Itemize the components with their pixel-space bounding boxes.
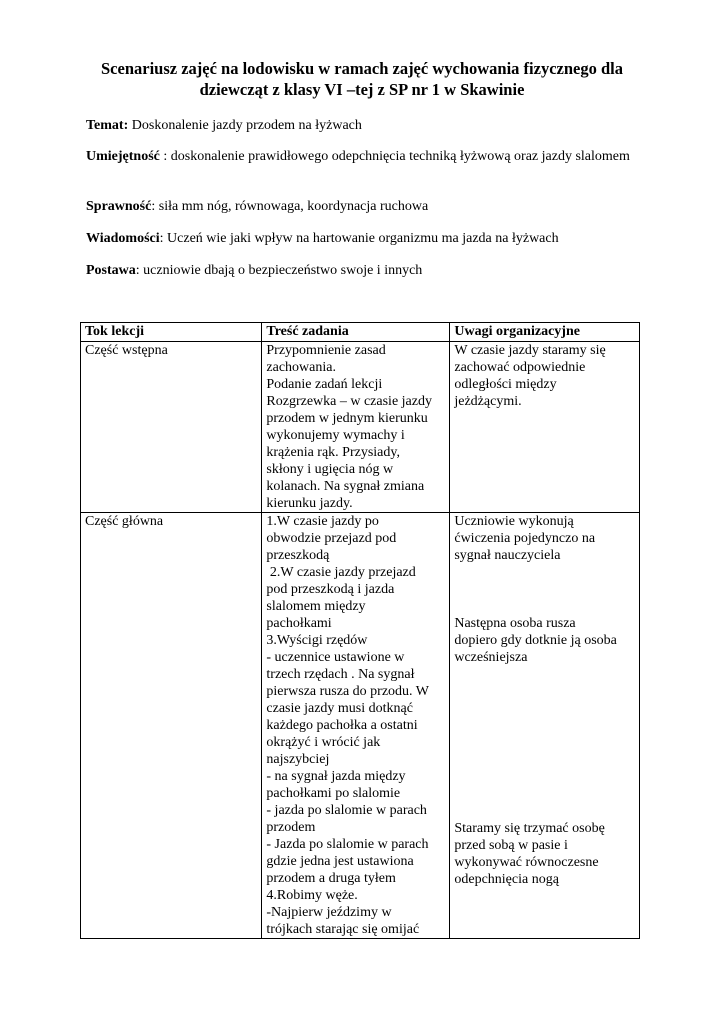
note-line: W czasie jazdy staramy się (454, 343, 606, 358)
content-line: wykonujemy wymachy i (266, 428, 405, 443)
title-line-2: dziewcząt z klasy VI –tej z SP nr 1 w Skawinie (199, 80, 525, 99)
note-line: odepchnięcia nogą (454, 872, 559, 887)
field-wiadomosci (86, 229, 646, 248)
field-sprawnosc (86, 197, 646, 216)
field-temat (86, 116, 646, 135)
note-line: wykonywać równoczesne (454, 855, 599, 870)
note-line: wcześniejsza (454, 650, 528, 665)
content-line: 1.W czasie jazdy po (266, 514, 379, 529)
note-line: przed sobą w pasie i (454, 838, 568, 853)
content-line: - Jazda po slalomie w parach (266, 837, 429, 852)
content-line: -Najpierw jeździmy w (266, 905, 392, 920)
note-block-1 (454, 513, 635, 564)
content-line: 2.W czasie jazdy przejazd (266, 565, 416, 580)
content-line: Podanie zadań lekcji (266, 377, 383, 392)
content-line: przodem a druga tyłem (266, 871, 396, 886)
note-line: ćwiczenia pojedynczo na (454, 531, 596, 546)
field-postawa-value: : uczniowie dbają o bezpieczeństwo swoje i innych (135, 263, 423, 278)
content-line: kolanach. Na sygnał zmiana (266, 479, 425, 494)
field-postawa-label: Postawa (86, 263, 136, 278)
stage-cell: Część wstępna (81, 342, 262, 513)
content-line: przodem w jednym kierunku (266, 411, 428, 426)
note-line: odległości między (454, 377, 557, 392)
header-tok-lekcji: Tok lekcji (81, 323, 262, 342)
header-uwagi-organizacyjne: Uwagi organizacyjne (450, 323, 640, 342)
note-line: jeżdżącymi. (454, 394, 522, 409)
content-line: pierwsza rusza do przodu. W (266, 684, 430, 699)
field-sprawnosc-value: : siła mm nóg, równowaga, koordynacja ruchowa (151, 199, 429, 214)
content-line: przeszkodą (266, 548, 330, 563)
note-block-3 (454, 820, 635, 888)
content-line: - jazda po slalomie w parach (266, 803, 427, 818)
table-row-czesc-glowna (81, 513, 640, 939)
content-line: skłony i ugięcia nóg w (266, 462, 394, 477)
content-line: 3.Wyścigi rzędów (266, 633, 368, 648)
field-temat-label: Temat: (86, 118, 129, 133)
content-cell (262, 513, 450, 939)
field-postawa (86, 261, 646, 280)
note-line: zachować odpowiednie (454, 360, 586, 375)
content-line: najszybciej (266, 752, 330, 767)
content-cell (262, 342, 450, 513)
note-line: Staramy się trzymać osobę (454, 821, 605, 836)
notes-spacer (454, 666, 635, 820)
content-line: obwodzie przejazd pod (266, 531, 397, 546)
content-line: czasie jazdy musi dotknąć (266, 701, 413, 716)
content-line: gdzie jedna jest ustawiona (266, 854, 414, 869)
content-line: Przypomnienie zasad (266, 343, 386, 358)
note-block-2 (454, 615, 635, 666)
document-title (60, 58, 664, 100)
content-line: - uczennice ustawione w (266, 650, 405, 665)
field-wiadomosci-value: : Uczeń wie jaki wpływ na hartowanie organizmu ma jazda na łyżwach (159, 231, 559, 246)
field-wiadomosci-label: Wiadomości (86, 231, 160, 246)
field-sprawnosc-label: Sprawność (86, 199, 152, 214)
note-line: Następna osoba rusza (454, 616, 576, 631)
field-temat-value: Doskonalenie jazdy przodem na łyżwach (128, 118, 362, 133)
field-umiejetnosc-value: : doskonalenie prawidłowego odepchnięcia techniką łyżwową oraz jazdy slalomem (159, 149, 630, 164)
table-row-czesc-wstepna (81, 342, 640, 513)
content-line: krążenia rąk. Przysiady, (266, 445, 400, 460)
content-line: Rozgrzewka – w czasie jazdy (266, 394, 432, 409)
notes-cell (450, 342, 640, 513)
field-umiejetnosc (86, 147, 646, 166)
content-line: pachołkami po slalomie (266, 786, 401, 801)
content-line: przodem (266, 820, 316, 835)
content-line: trzech rzędach . Na sygnał (266, 667, 415, 682)
content-line: trójkach starając się omijać (266, 922, 420, 937)
content-line: każdego pachołka a ostatni (266, 718, 418, 733)
table-header-row (81, 323, 640, 342)
notes-spacer (454, 564, 635, 615)
content-line: kierunku jazdy. (266, 496, 353, 511)
header-tresc-zadania: Treść zadania (262, 323, 450, 342)
content-line: zachowania. (266, 360, 336, 375)
notes-cell (450, 513, 640, 939)
note-line: sygnał nauczyciela (454, 548, 561, 563)
title-line-1: Scenariusz zajęć na lodowisku w ramach zajęć wychowania fizycznego dla (101, 59, 623, 78)
lesson-table (80, 322, 640, 939)
content-line: slalomem między (266, 599, 366, 614)
content-line: pod przeszkodą i jazda (266, 582, 395, 597)
content-line: pachołkami (266, 616, 332, 631)
field-umiejetnosc-label: Umiejętność (86, 149, 160, 164)
note-line: dopiero gdy dotknie ją osoba (454, 633, 617, 648)
content-line: 4.Robimy węże. (266, 888, 358, 903)
content-line: okrążyć i wrócić jak (266, 735, 381, 750)
content-line: - na sygnał jazda między (266, 769, 406, 784)
note-line: Uczniowie wykonują (454, 514, 574, 529)
stage-cell: Część główna (81, 513, 262, 939)
